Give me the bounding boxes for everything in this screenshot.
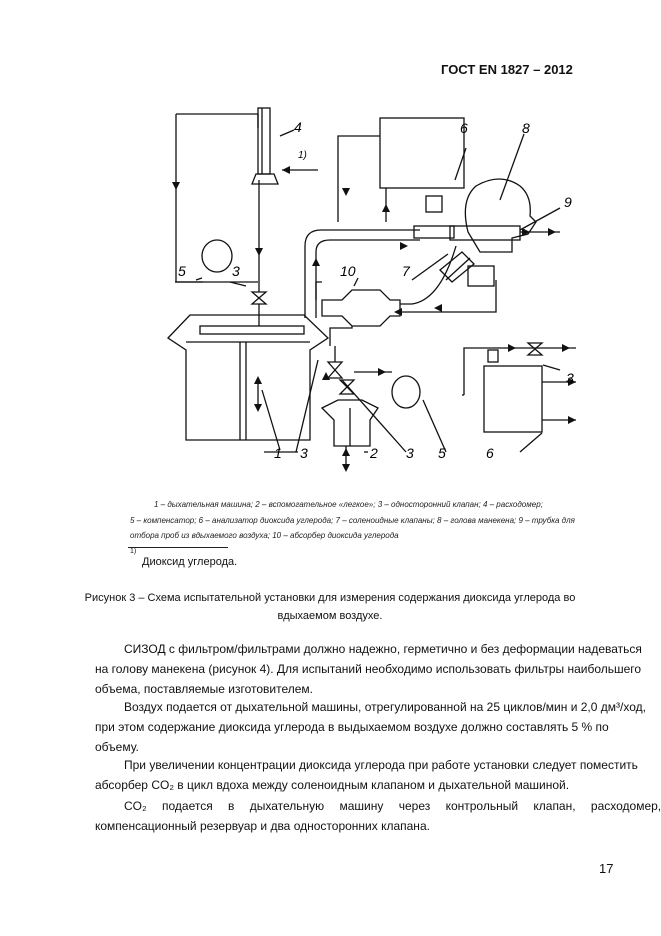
label-8: 8: [522, 120, 530, 136]
figure-caption-line-2: вдыхаемом воздухе.: [277, 610, 383, 622]
label-7: 7: [402, 263, 410, 279]
compensator-5-left: [202, 240, 232, 272]
label-2: 2: [370, 445, 378, 461]
figure-caption-line-1: Рисунок 3 – Схема испытательной установки для измерения содержания диоксида углерода во: [84, 592, 576, 604]
label-5-left: 5: [178, 263, 186, 279]
standard-header: ГОСТ EN 1827 – 2012: [441, 62, 573, 77]
mannequin-head-8: [465, 179, 536, 252]
label-3-right: 3: [566, 370, 574, 386]
label-note-1: 1): [298, 150, 307, 161]
paragraph-1-line-1: СИЗОД с фильтром/фильтрами должно надежно, герметично и без деформации надеваться: [124, 642, 642, 656]
flowmeter-4: [258, 108, 270, 174]
figure-caption: [80, 589, 580, 625]
pipe-absorber-return: [400, 280, 496, 312]
paragraph-4-line-1: CO₂ подается в дыхательную машину через контрольный клапан, расходомер,: [124, 799, 661, 813]
pipe-flowmeter-top: [176, 114, 258, 128]
sampling-tube-9: [450, 226, 520, 240]
paragraph-4-line-2: компенсационный резервуар и два односторонних клапана.: [95, 819, 430, 833]
valve-3-right: [528, 343, 542, 355]
footnote-mark: 1): [130, 548, 137, 555]
footnote-text: Диоксид углерода.: [142, 556, 238, 568]
pipe-analyzer-left: [338, 136, 380, 222]
label-3-left: 3: [232, 263, 240, 279]
label-5-right: 5: [438, 445, 446, 461]
paragraph-3-line-1: При увеличении концентрации диоксида углерода при работе установки следует поместить: [124, 758, 638, 772]
paragraph-1-line-2: на голову манекена (рисунок 4). Для испытаний необходимо использовать фильтры наибольшего: [95, 662, 642, 676]
machine-piston: [200, 326, 304, 334]
co2-analyzer-6-bottom: [484, 366, 542, 432]
compensator-5-right: [392, 376, 420, 408]
solenoid-valve-box: [468, 266, 494, 286]
figure-legend-line-1: 1 – дыхательная машина; 2 – вспомогательное «легкое»; 3 – односторонний клапан; 4 – расходомер;: [154, 500, 543, 509]
footnote-rule: [128, 547, 228, 548]
pipe-left-loop: [176, 114, 258, 282]
figure-legend-line-3: отбора проб из вдыхаемого воздуха; 10 – абсорбер диоксида углерода: [130, 531, 399, 540]
label-6-top: 6: [460, 120, 468, 136]
page-number: 17: [599, 861, 614, 876]
absorber-10: [322, 290, 400, 326]
paragraph-1-line-3: объема, поставляемые изготовителем.: [95, 682, 314, 696]
paragraph-3-line-2: абсорбер CO₂ в цикл вдоха между соленоидным клапаном и дыхательной машиной.: [95, 778, 570, 792]
label-3-bottom-a: 3: [300, 445, 308, 461]
label-3-bottom-b: 3: [406, 445, 414, 461]
label-4: 4: [294, 119, 302, 135]
valve-3-lower-a: [328, 362, 342, 378]
label-9: 9: [564, 194, 572, 210]
label-1: 1: [274, 445, 282, 461]
solenoid-valve-7: [414, 226, 454, 238]
label-10: 10: [340, 263, 356, 279]
co2-analyzer-6-top: [380, 118, 464, 188]
pipe-co2-supply: [464, 348, 576, 395]
figure-legend-line-2: 5 – компенсатор; 6 – анализатор диоксида углерода; 7 – соленоидные клапаны; 8 – голова манекена; 9 – трубка для: [130, 516, 575, 525]
solenoid-box: [426, 196, 442, 212]
paragraph-2-line-2: при этом содержание диоксида углерода в выдыхаемом воздухе должно составлять 5 % по: [95, 720, 609, 734]
paragraph-2-line-1: Воздух подается от дыхательной машины, отрегулированной на 25 циклов/мин и 2,0 дм³/ход,: [124, 700, 646, 714]
flowmeter-base: [252, 174, 278, 184]
label-6-bottom: 6: [486, 445, 494, 461]
valve-3-left: [252, 292, 266, 304]
paragraph-2-line-3: объему.: [95, 740, 139, 754]
